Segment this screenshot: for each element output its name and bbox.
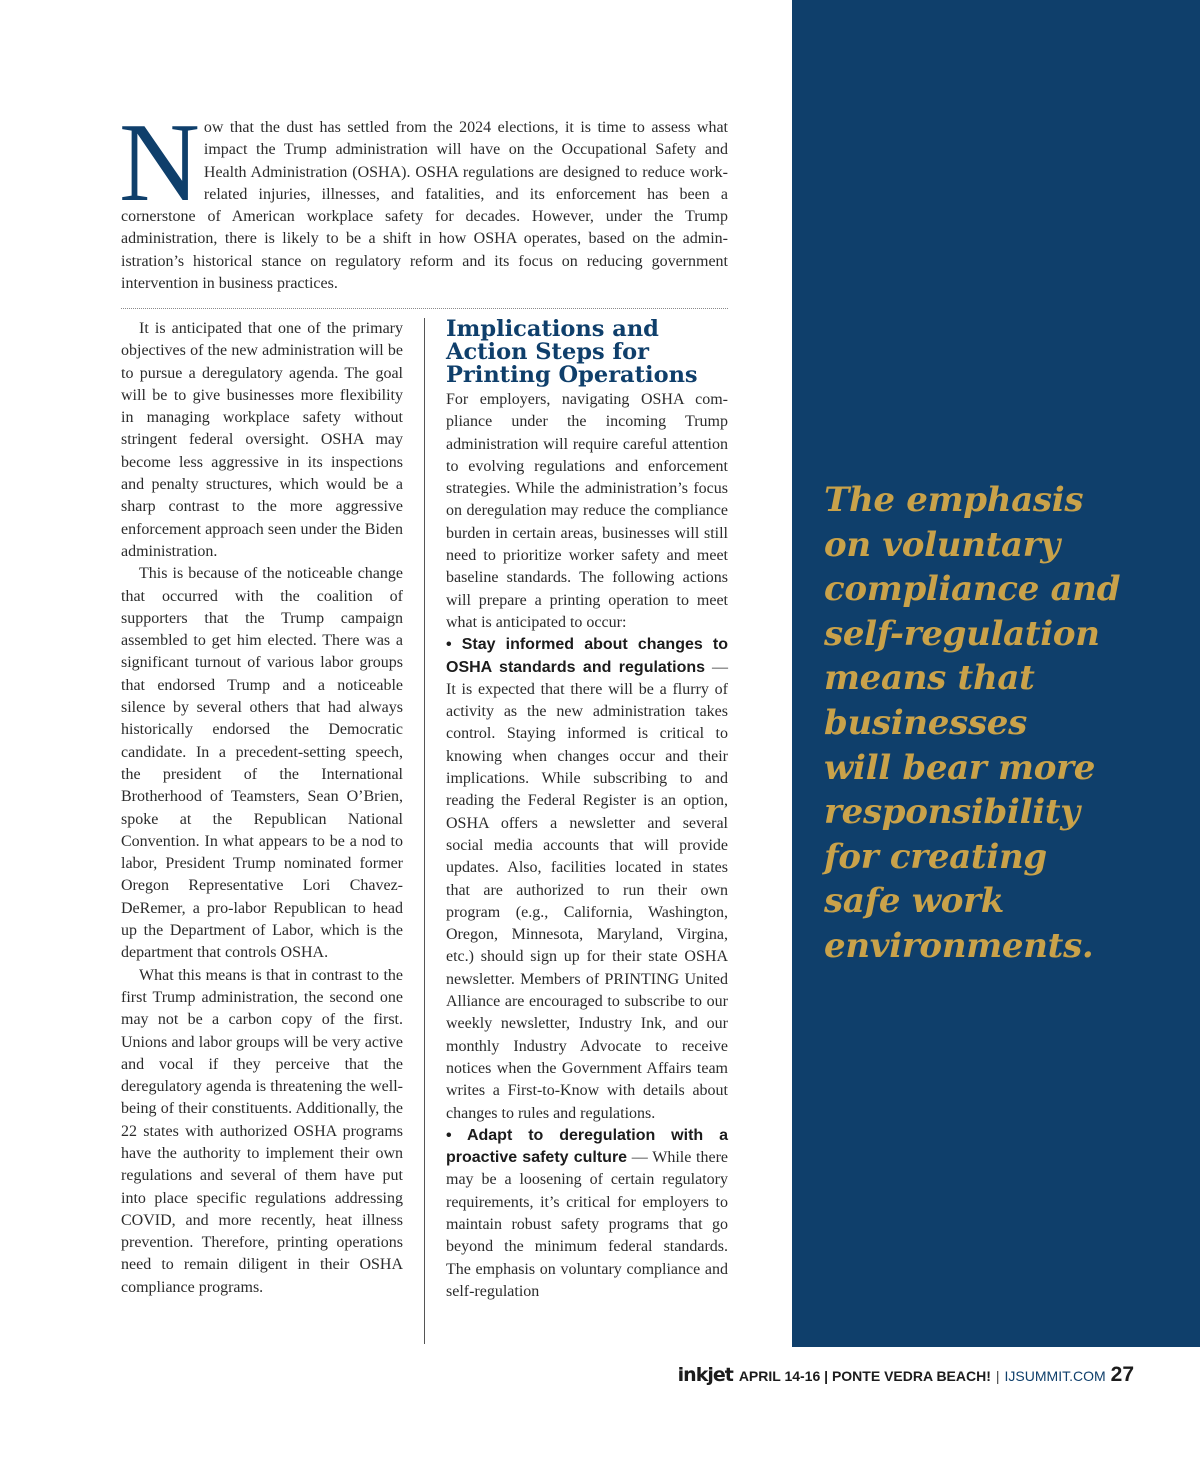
bullet-item bbox=[446, 1125, 728, 1303]
pull-quote-line: responsibility bbox=[824, 792, 1080, 833]
intro-text: ow that the dust has settled from the 2024 elections, it is time to assess what impact the Trump administration will have on the Occupational Safety and Health Administration (OSHA). OSHA regulations are designed to reduce work-related injuries, illnesses, and fatalities, and its enforcement has been a cornerstone of American workplace safety for decades. However, under the Trump administration, there is likely to be a shift in how OSHA operates, based on the administration’s historical stance on regulatory reform and its focus on reducing government intervention in business practices. bbox=[121, 119, 728, 293]
pull-quote-line: The emphasis bbox=[824, 480, 1084, 520]
pull-quote-line: self-regulation bbox=[824, 613, 1100, 654]
body-paragraph: It is anticipated that one of the primary objectives of the new administration will be to pursue a deregulatory agenda. The goal will be to give businesses more flexibility in managing workplace safety without stringent federal oversight. OSHA may become less aggressive in its inspections and penalty structures, which would be a sharp contrast to the more aggressive enforcement approach seen under the Biden administration. bbox=[121, 320, 403, 560]
inkjet-logo: inkjet bbox=[677, 1364, 733, 1386]
page-number: 27 bbox=[1110, 1363, 1134, 1386]
body-paragraph: This is because of the noticeable change that occurred with the coalition of supporters that the Trump campaign assembled to get him elected. There was a significant turnout of various labor groups that endorsed Trump and a noticeable silence by several others that had always historically endorsed the Democratic candidate. In a precedent-setting speech, the president of the International Brotherhood of Teamsters, Sean O’Brien, spoke at the Republican National Convention. In what appears to be a nod to labor, President Trump nominated former Oregon Representative Lori Chavez-DeRemer, a pro-labor Republican to head up the Department of Labor, which is the department that controls OSHA. bbox=[121, 565, 403, 962]
pull-quote-line: safe work bbox=[824, 881, 1004, 922]
sidebar-panel bbox=[792, 0, 1200, 1347]
bullet-lead: • Stay informed about changes to OSHA standards and regulations bbox=[446, 636, 728, 676]
pull-quote bbox=[824, 478, 1184, 969]
heading-line: Action Steps for bbox=[446, 339, 650, 365]
heading-line: Printing Operations bbox=[446, 362, 698, 388]
event-dates: APRIL 14-16 | PONTE VEDRA BEACH! bbox=[738, 1368, 991, 1384]
column-rule bbox=[424, 318, 425, 1344]
bullet-lead: • Adapt to deregulation with a proactive safety culture bbox=[446, 1126, 728, 1167]
left-column bbox=[121, 318, 403, 1299]
bullet-item bbox=[446, 634, 728, 1125]
right-column bbox=[446, 318, 728, 1303]
dotted-divider bbox=[121, 308, 728, 309]
bullet-text: — It is expected that there will be a flurry of activity as the new administration takes control. Staying informed is critical to knowing when changes occur and their implications. While subscribing to and reading the Federal Register is an option, OSHA offers a newsletter and several social media accounts that will provide updates. Also, facilities located in states that are authorized to run their own program (e.g., California, Washington, Oregon, Minnesota, Maryland, Virgina, etc.) should sign up for their state OSHA newsletter. Members of PRINTING United Alliance are encouraged to subscribe to our weekly newsletter, Industry Ink, and our monthly Industry Advocate to receive notices when the Government Affairs team writes a First-to-Know with details about changes to rules and regulations. bbox=[446, 658, 728, 1122]
pull-quote-line: on voluntary bbox=[824, 524, 1060, 565]
heading-line: Implications and bbox=[446, 316, 659, 342]
pull-quote-line: environments. bbox=[824, 925, 1094, 966]
pull-quote-line: for creating bbox=[824, 836, 1047, 877]
section-intro: For employers, navigating OSHA compliance under the incoming Trump administration will require careful attention to evolving regulations and enforcement strategies. While the administration’s focus on deregulation may reduce the compliance burden in certain areas, businesses will still need to prioritize worker safety and meet baseline standards. The following actions will prepare a printing operation to meet what is anticipated to occur: bbox=[446, 391, 728, 631]
page-footer bbox=[678, 1363, 1134, 1389]
section-heading bbox=[446, 318, 728, 387]
event-url: IJSUMMIT.COM bbox=[1004, 1368, 1106, 1384]
body-paragraph: What this means is that in contrast to the first Trump administration, the second one may not be a carbon copy of the first. Unions and labor groups will be very active and vocal if they perceive that the deregulatory agenda is threatening the well-being of their constituents. Additionally, the 22 states with authorized OSHA programs have the authority to implement their own regulations and several of them have put into place specific regulations addressing COVID, and more recently, heat illness prevention. Therefore, printing operations need to remain diligent in their OSHA compliance programs. bbox=[121, 966, 403, 1296]
pull-quote-line: businesses bbox=[824, 702, 1027, 743]
pull-quote-line: will bear more bbox=[824, 747, 1096, 788]
footer-separator: | bbox=[995, 1368, 1000, 1384]
drop-cap: N bbox=[119, 101, 200, 225]
bullet-text: — While there may be a loosening of certain regulatory requirements, it’s critical for employers to maintain robust safety programs that go beyond the minimum federal standards. The emphasis on voluntary compliance and self-regulation bbox=[446, 1149, 728, 1300]
intro-paragraph bbox=[119, 101, 728, 295]
pull-quote-line: means that bbox=[824, 658, 1035, 699]
pull-quote-line: compliance and bbox=[824, 569, 1121, 610]
